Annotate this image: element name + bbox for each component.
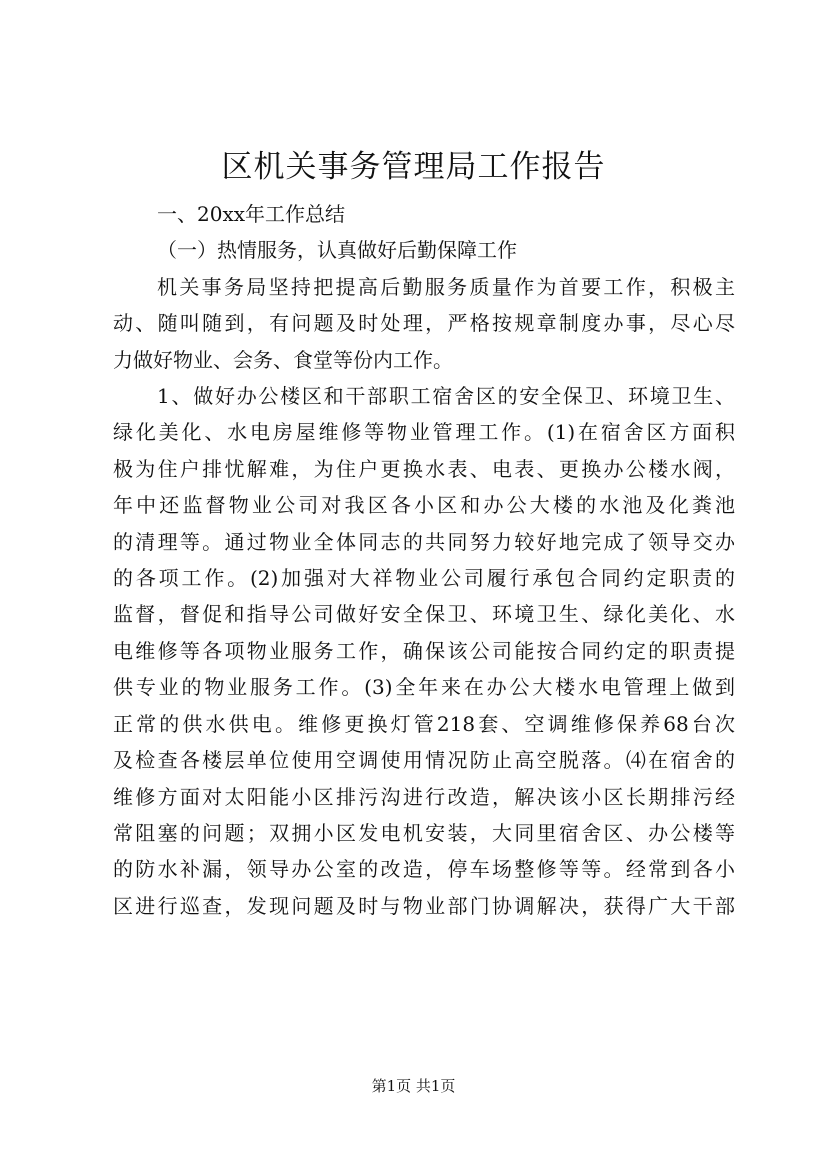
- page-footer: 第1页 共1页: [371, 1077, 456, 1095]
- paragraph-line: 1、做好办公楼区和干部职工宿舍区的安全保卫、环境卫生、: [157, 384, 735, 409]
- paragraph-line: 力做好物业、会务、食堂等份内工作。: [113, 347, 453, 372]
- paragraph-line: 电维修等各项物业服务工作，确保该公司能按合同约定的职责提: [113, 638, 735, 663]
- section-heading: 一、20xx年工作总结: [157, 202, 346, 226]
- document-title: 区机关事务管理局工作报告: [221, 149, 606, 185]
- paragraph-line: 的防水补漏，领导办公室的改造，停车场整修等等。经常到各小: [113, 857, 735, 882]
- paragraph-line: 供专业的物业服务工作。(3)全年来在办公大楼水电管理上做到: [113, 675, 735, 700]
- paragraph-line: 机关事务局坚持把提高后勤服务质量作为首要工作，积极主: [157, 274, 735, 299]
- paragraph-line: 及检查各楼层单位使用空调使用情况防止高空脱落。⑷在宿舍的: [113, 748, 735, 773]
- subsection-heading: （一）热情服务，认真做好后勤保障工作: [157, 238, 517, 263]
- paragraph-line: 年中还监督物业公司对我区各小区和办公大楼的水池及化粪池: [113, 493, 735, 518]
- paragraph-line: 的各项工作。(2)加强对大祥物业公司履行承包合同约定职责的: [113, 566, 735, 591]
- paragraph-line: 的清理等。通过物业全体同志的共同努力较好地完成了领导交办: [113, 529, 735, 554]
- paragraph-line: 动、随叫随到，有问题及时处理，严格按规章制度办事，尽心尽: [113, 311, 735, 336]
- document-body: [113, 196, 735, 924]
- paragraph-line: 维修方面对太阳能小区排污沟进行改造，解决该小区长期排污经: [113, 784, 735, 809]
- paragraph-line: 常阻塞的问题；双拥小区发电机安装，大同里宿舍区、办公楼等: [113, 820, 735, 845]
- paragraph-line: 区进行巡查，发现问题及时与物业部门协调解决，获得广大干部: [113, 893, 735, 918]
- paragraph-line: 监督，督促和指导公司做好安全保卫、环境卫生、绿化美化、水: [113, 602, 735, 627]
- paragraph-line: 绿化美化、水电房屋维修等物业管理工作。(1)在宿舍区方面积: [113, 420, 735, 445]
- paragraph-line: 正常的供水供电。维修更换灯管218套、空调维修保养68台次: [113, 711, 735, 736]
- paragraph-line: 极为住户排忧解难，为住户更换水表、电表、更换办公楼水阀，: [113, 456, 735, 481]
